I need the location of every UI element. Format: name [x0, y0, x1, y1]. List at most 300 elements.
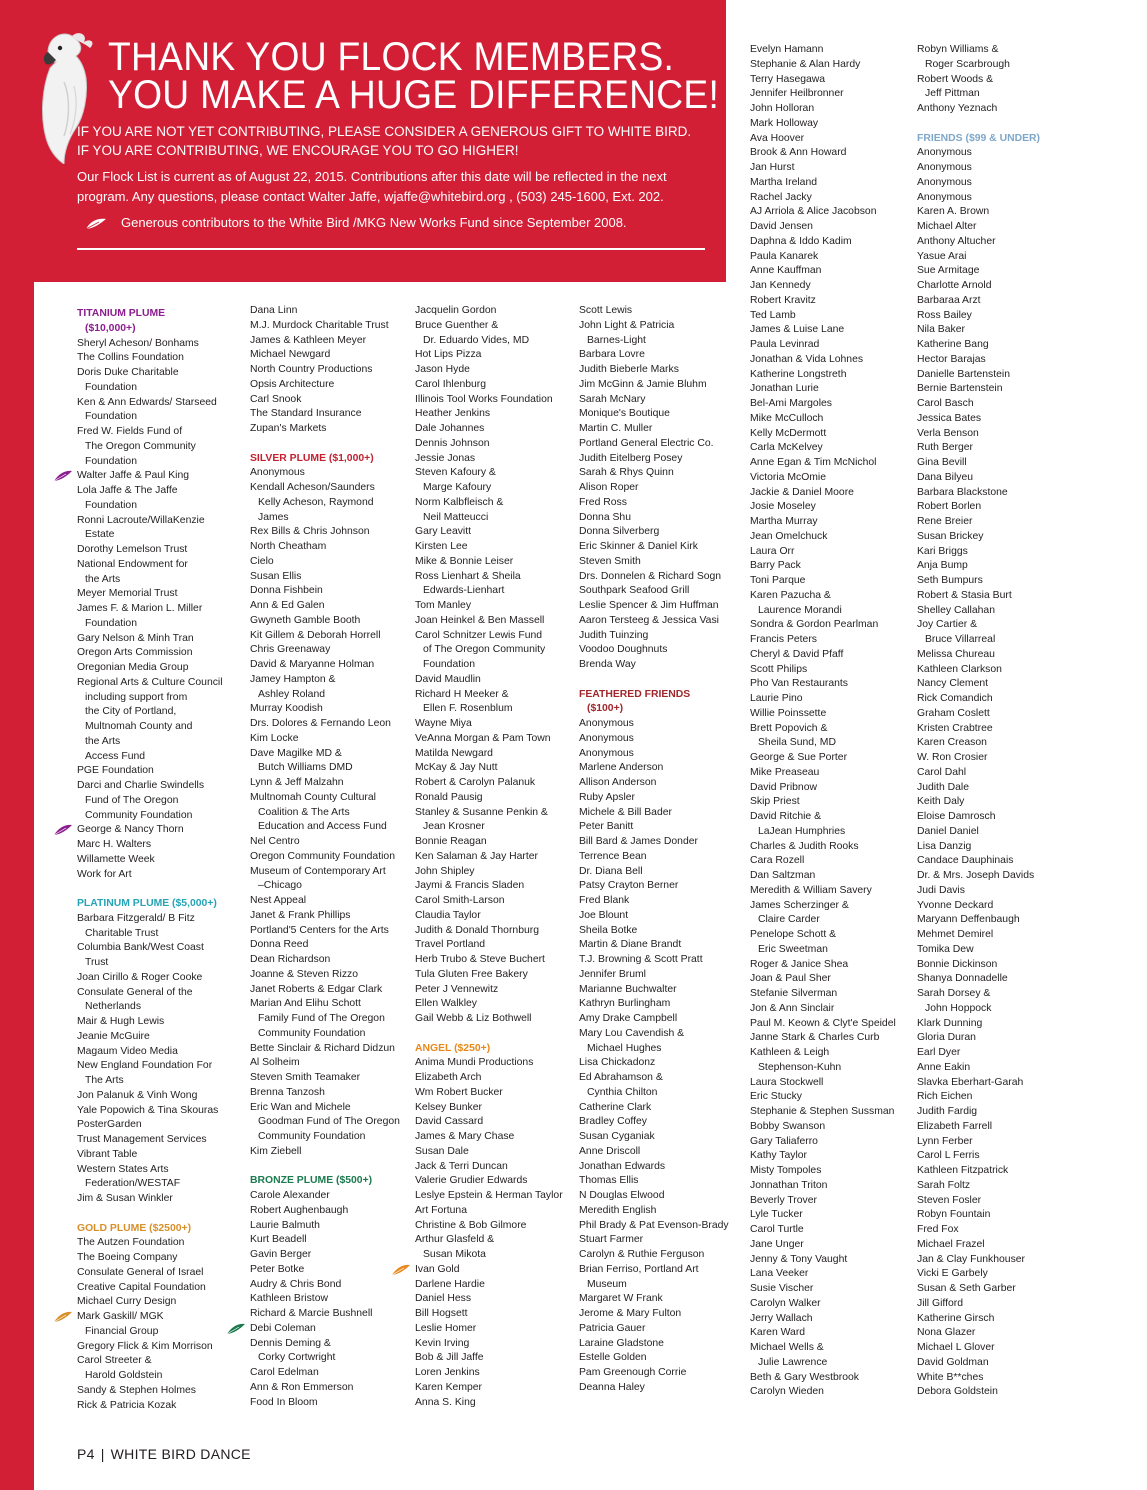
donor-name: Anne Driscoll: [579, 1145, 641, 1157]
donor-name: Shanya Donnadelle: [917, 973, 1008, 985]
donor-name: Lisa Chickadonz: [579, 1057, 656, 1069]
donor-name: Rene Breier: [917, 516, 973, 527]
donor-name: Verla Benson: [917, 427, 979, 439]
donor-name: Martin & Diane Brandt: [579, 939, 682, 951]
donor-name: Lana Veeker: [750, 1268, 809, 1280]
donor-name: Jeff Pittman: [925, 88, 980, 100]
donor-name: Sarah & Rhys Quinn: [579, 467, 674, 479]
donor-name: Judith & Donald Thornburg: [415, 924, 539, 936]
section-heading: PLATINUM PLUME ($5,000+): [77, 898, 217, 909]
donor-name: Jon Palanuk & Vinh Wong: [77, 1089, 198, 1101]
donor-name: Marge Kafoury: [423, 482, 492, 493]
donor-name: Brenda Way: [579, 659, 636, 670]
donor-name: including support from: [85, 691, 188, 703]
legend-text: Generous contributors to the White Bird /MKG New Works Fund since September 2008.: [121, 215, 627, 230]
header-rule: [77, 248, 705, 250]
donor-name: Sarah Dorsey &: [917, 988, 991, 999]
donor-name: Rex Bills & Chris Johnson: [250, 526, 370, 538]
donor-name: Wm Robert Bucker: [415, 1086, 503, 1098]
donor-name: Creative Capital Foundation: [77, 1281, 206, 1293]
donor-name: Estelle Golden: [579, 1352, 647, 1364]
donor-name: AJ Arriola & Alice Jacobson: [750, 206, 877, 218]
donor-name: Mike McCulloch: [750, 412, 824, 424]
donor-name: Keith Daly: [917, 796, 965, 808]
donor-name: Drs. Donnelen & Richard Sogn: [579, 570, 722, 582]
donor-name: White B**ches: [917, 1371, 984, 1383]
section-spacer: [250, 437, 400, 452]
donor-name: Gary Nelson & Minh Tran: [77, 632, 194, 644]
donor-name: Maryann Deffenbaugh: [917, 914, 1020, 926]
donor-name: Cielo: [250, 555, 274, 567]
donor-name: Jackie & Daniel Moore: [750, 486, 854, 498]
donor-name: Anima Mundi Productions: [415, 1057, 534, 1069]
donor-name: LaJean Humphries: [758, 825, 846, 837]
column-3: [415, 304, 563, 1410]
donor-name: Barbara Blackstone: [917, 486, 1008, 498]
donor-name: Nancy Clement: [917, 678, 989, 690]
donor-name: Toni Parque: [750, 575, 806, 586]
donor-name: Earl Dyer: [917, 1047, 961, 1058]
donor-name: Claire Carder: [758, 914, 820, 926]
donor-name: Katherine Longstreth: [750, 368, 847, 380]
donor-name: VeAnna Morgan & Pam Town: [415, 732, 551, 744]
donor-name: Thomas Ellis: [579, 1175, 639, 1187]
donor-name: Trust Management Services: [77, 1134, 207, 1145]
donor-name: Mark Gaskill/ MGK: [77, 1310, 223, 1325]
donor-name: Consulate General of the: [77, 986, 193, 998]
donor-name: Karen Pazucha &: [750, 589, 831, 601]
donor-name: Margaret W Frank: [579, 1293, 663, 1305]
page-title: [108, 35, 720, 117]
donor-name: Claudia Taylor: [415, 909, 481, 921]
donor-name: Family Fund of The Oregon: [258, 1013, 385, 1024]
donor-name: Phil Brady & Pat Evenson-Brady: [579, 1219, 729, 1231]
donor-name: Darci and Charlie Swindells: [77, 780, 205, 791]
donor-name: –Chicago: [258, 880, 302, 892]
donor-name: Illinois Tool Works Foundation: [415, 393, 553, 405]
donor-name: Arthur Glasfeld &: [415, 1234, 495, 1246]
donor-name: Misty Tompoles: [750, 1165, 822, 1176]
donor-name: Al Solheim: [250, 1057, 300, 1069]
donor-name: Judith Bieberle Marks: [579, 364, 679, 375]
donor-name: Robyn Fountain: [917, 1209, 991, 1221]
donor-name: Gail Webb & Liz Bothwell: [415, 1013, 532, 1024]
section-heading: FEATHERED FRIENDS: [579, 688, 691, 700]
donor-name: Leslye Epstein & Herman Taylor: [415, 1190, 563, 1201]
donor-name: Ruby Apsler: [579, 791, 636, 803]
donor-name: Skip Priest: [750, 796, 800, 808]
donor-name: Ed Abrahamson &: [579, 1072, 663, 1083]
donor-name: Janet & Frank Phillips: [250, 909, 351, 921]
donor-name: Barbara Lovre: [579, 349, 645, 361]
donor-name: Community Foundation: [258, 1131, 366, 1142]
donor-name: Walter Jaffe & Paul King: [77, 469, 223, 484]
donor-name: Leslie Homer: [415, 1322, 477, 1334]
donor-name: Ann & Ed Galen: [250, 600, 325, 611]
donor-name: Heather Jenkins: [415, 408, 491, 420]
donor-name: Mehmet Demirel: [917, 929, 994, 940]
donor-name: Community Foundation: [258, 1027, 366, 1039]
donor-name: David Goldman: [917, 1356, 989, 1368]
publication-name: WHITE BIRD DANCE: [110, 1446, 251, 1462]
donor-name: Anonymous: [579, 732, 634, 744]
donor-name: Zupan's Markets: [250, 423, 327, 434]
section-heading: ANGEL ($250+): [415, 1042, 491, 1054]
feather-icon: [226, 1323, 246, 1335]
donor-name: Jason Hyde: [415, 364, 470, 375]
donor-name: Gina Bevill: [917, 457, 967, 468]
donor-name: James & Mary Chase: [415, 1131, 515, 1142]
donor-name: Ken & Ann Edwards/ Starseed: [77, 396, 217, 408]
donor-name: Multnomah County Cultural: [250, 791, 376, 803]
donor-name: Jonnathan Triton: [750, 1179, 828, 1191]
donor-name: Elizabeth Arch: [415, 1072, 482, 1083]
donor-name: Carolyn Walker: [750, 1297, 821, 1309]
donor-name: The Arts: [85, 1075, 124, 1086]
donor-name: Coalition & The Arts: [258, 806, 350, 818]
donor-name: Robert Borlen: [917, 501, 982, 513]
donor-name: Gwyneth Gamble Booth: [250, 614, 361, 626]
donor-name: Tomika Dew: [917, 943, 974, 955]
donor-name: Carol Smith-Larson: [415, 895, 505, 906]
footer-separator: |: [100, 1446, 105, 1462]
donor-name: Dr. Eduardo Vides, MD: [423, 334, 530, 346]
donor-name: Vibrant Table: [77, 1148, 138, 1160]
donor-name: Foundation: [85, 411, 137, 423]
donor-name: Carl Snook: [250, 393, 302, 405]
donor-name: Dave Magilke MD &: [250, 747, 342, 759]
donor-name: Chris Greenaway: [250, 644, 331, 656]
donor-name: Amy Drake Campbell: [579, 1013, 678, 1024]
donor-name: Lyle Tucker: [750, 1209, 803, 1221]
donor-name: Martin C. Muller: [579, 423, 653, 434]
donor-name: Nila Baker: [917, 324, 965, 336]
donor-name: The Standard Insurance: [250, 408, 362, 420]
feather-icon: [53, 470, 73, 482]
donor-name: Sarah Foltz: [917, 1179, 971, 1191]
donor-name: Portland General Electric Co.: [579, 437, 714, 449]
donor-name: Anonymous: [917, 147, 972, 159]
column-5: [750, 43, 896, 1400]
donor-name: Gary Leavitt: [415, 526, 472, 538]
donor-name: Jill Gifford: [917, 1297, 964, 1309]
donor-name: Stuart Farmer: [579, 1234, 644, 1246]
donor-name: Judith Tuinzing: [579, 629, 649, 641]
donor-name: Fred Fox: [917, 1224, 959, 1235]
column-2: [250, 304, 400, 1410]
donor-name: Drs. Dolores & Fernando Leon: [250, 718, 391, 729]
donor-name: Anthony Yeznach: [917, 103, 998, 114]
donor-name: Jessie Jonas: [415, 452, 476, 464]
donor-name: Sheila Botke: [579, 924, 638, 936]
donor-name: Lola Jaffe & The Jaffe: [77, 485, 178, 496]
donor-name: Brook & Ann Howard: [750, 147, 847, 159]
donor-name: Herb Trubo & Steve Buchert: [415, 954, 545, 965]
donor-name: Steven Smith: [579, 555, 641, 567]
donor-name: Bobby Swanson: [750, 1120, 826, 1132]
donor-name: Roger & Janice Shea: [750, 958, 849, 970]
donor-name: North Cheatham: [250, 541, 327, 552]
donor-name: Melissa Chureau: [917, 648, 995, 660]
donor-name: Joan Cirillo & Roger Cooke: [77, 971, 203, 983]
donor-name: Foundation: [85, 455, 137, 467]
donor-name: Mair & Hugh Lewis: [77, 1016, 165, 1027]
donor-name: Kit Gillem & Deborah Horrell: [250, 629, 381, 641]
section-heading: BRONZE PLUME ($500+): [250, 1175, 373, 1187]
donor-name: the City of Portland,: [85, 706, 177, 718]
donor-name: Karen Kemper: [415, 1381, 482, 1393]
donor-name: Foundation: [85, 381, 137, 393]
donor-name: Paula Kanarek: [750, 250, 819, 262]
donor-name: Anna S. King: [415, 1396, 476, 1408]
donor-name: Jaymi & Francis Sladen: [415, 880, 525, 892]
donor-name: Fred W. Fields Fund of: [77, 426, 183, 437]
donor-name: Peter Banitt: [579, 821, 634, 833]
donor-name: Donna Shu: [579, 511, 631, 523]
donor-name: Foundation: [85, 617, 137, 629]
donor-name: Bill Bard & James Donder: [579, 836, 698, 847]
section-spacer: [77, 882, 223, 897]
donor-name: Rachel Jacky: [750, 191, 812, 203]
donor-name: The Collins Foundation: [77, 352, 184, 364]
donor-name: Janet Roberts & Edgar Clark: [250, 983, 383, 995]
donor-name: Aaron Tersteeg & Jessica Vasi: [579, 614, 719, 626]
donor-name: Christine & Bob Gilmore: [415, 1219, 527, 1231]
donor-name: Michael Hughes: [587, 1042, 662, 1054]
donor-name: Laura Orr: [750, 545, 795, 557]
donor-name: Education and Access Fund: [258, 821, 387, 833]
donor-name: Cheryl & David Pfaff: [750, 648, 844, 660]
donor-name: Meredith English: [579, 1204, 657, 1216]
donor-name: Stefanie Silverman: [750, 988, 838, 999]
donor-name: Robert & Stasia Burt: [917, 589, 1012, 601]
section-spacer: [579, 673, 729, 688]
donor-name: Kim Locke: [250, 732, 299, 744]
feather-icon: [85, 218, 107, 230]
donor-name: Fund of The Oregon: [85, 794, 179, 806]
donor-name: Mike & Bonnie Leiser: [415, 555, 514, 567]
donor-name: Portland'5 Centers for the Arts: [250, 924, 389, 936]
donor-name: Loren Jenkins: [415, 1367, 480, 1378]
donor-name: Jim & Susan Winkler: [77, 1193, 173, 1204]
donor-name: Gloria Duran: [917, 1032, 976, 1044]
donor-name: Marian And Elihu Schott: [250, 998, 361, 1010]
donor-name: Jacquelin Gordon: [415, 305, 497, 316]
donor-name: Dennis Deming &: [250, 1337, 331, 1349]
donor-name: Jeanie McGuire: [77, 1030, 150, 1042]
donor-name: Jonathan Lurie: [750, 383, 819, 395]
donor-name: Sheila Sund, MD: [758, 737, 836, 749]
donor-name: M.J. Murdock Charitable Trust: [250, 319, 389, 331]
donor-name: PosterGarden: [77, 1119, 142, 1131]
donor-name: Jim McGinn & Jamie Bluhm: [579, 378, 707, 390]
donor-name: of The Oregon Community: [423, 644, 546, 656]
donor-name: Joan & Paul Sher: [750, 973, 831, 985]
donor-name: Karen Ward: [750, 1327, 806, 1339]
donor-name: Willamette Week: [77, 853, 155, 865]
donor-name: Anonymous: [917, 176, 972, 188]
donor-name: Kristen Crabtree: [917, 722, 993, 734]
section-spacer: [77, 1207, 223, 1222]
donor-name: Hector Barajas: [917, 353, 986, 365]
donor-name: Daniel Daniel: [917, 825, 979, 837]
donor-name: the Arts: [85, 573, 121, 585]
donor-name: Richard & Marcie Bushnell: [250, 1308, 373, 1319]
donor-name: Kathryn Burlingham: [579, 998, 671, 1010]
donor-name: Valerie Grudier Edwards: [415, 1175, 528, 1187]
section-heading: SILVER PLUME ($1,000+): [250, 452, 374, 464]
donor-name: Carolyn Wieden: [750, 1386, 824, 1398]
donor-name: Dr. Diana Bell: [579, 865, 643, 877]
donor-name: Sandy & Stephen Holmes: [77, 1384, 196, 1396]
donor-name: Norm Kalbfleisch &: [415, 496, 504, 508]
donor-name: Sheryl Acheson/ Bonhams: [77, 337, 199, 349]
donor-name: Trust: [85, 957, 109, 968]
donor-name: Goodman Fund of The Oregon: [258, 1116, 400, 1128]
donor-name: Anja Bump: [917, 560, 968, 572]
donor-name: Ronni Lacroute/WillaKenzie: [77, 514, 205, 526]
donor-name: Eric Wan and Michele: [250, 1101, 351, 1113]
donor-name: Katherine Bang: [917, 339, 989, 350]
donor-name: Hot Lips Pizza: [415, 349, 482, 361]
donor-name: Laurie Balmuth: [250, 1219, 320, 1231]
donor-name: Rick Comandich: [917, 693, 993, 704]
donor-name: Estate: [85, 529, 115, 541]
donor-name: Eric Skinner & Daniel Kirk: [579, 541, 698, 552]
donor-name: Foundation: [423, 659, 475, 670]
title-line-1: THANK YOU FLOCK MEMBERS.: [108, 35, 675, 79]
donor-name: Slavka Eberhart-Garah: [917, 1076, 1024, 1088]
donor-name: North Country Productions: [250, 364, 373, 375]
donor-name: Kelly McDermott: [750, 427, 827, 439]
donor-name: Steven Fosler: [917, 1194, 982, 1206]
donor-name: Western States Arts: [77, 1163, 169, 1175]
section-spacer: [415, 1027, 563, 1042]
page-footer: [77, 1446, 251, 1462]
donor-name: Carol Edelman: [250, 1367, 319, 1378]
donor-name: Pho Van Restaurants: [750, 678, 849, 690]
donor-name: Patricia Gauer: [579, 1322, 646, 1334]
title-line-2: YOU MAKE A HUGE DIFFERENCE!: [108, 73, 720, 117]
donor-name: Nona Glazer: [917, 1327, 976, 1339]
donor-name: Carol Turtle: [750, 1224, 804, 1235]
donor-name: Michael Alter: [917, 221, 977, 232]
donor-name: Penelope Schott &: [750, 929, 837, 940]
donor-name: Kelsey Bunker: [415, 1101, 482, 1113]
donor-name: Bel-Ami Margoles: [750, 398, 832, 409]
donor-name: Edwards-Lienhart: [423, 585, 505, 597]
donor-name: Beth & Gary Westbrook: [750, 1371, 859, 1383]
donor-name: Judith Eitelberg Posey: [579, 452, 683, 464]
donor-name: Gregory Flick & Kim Morrison: [77, 1340, 213, 1352]
donor-name: John Light & Patricia: [579, 319, 675, 331]
donor-name: Michael Newgard: [250, 349, 331, 361]
donor-name: Michael L Glover: [917, 1342, 995, 1353]
donor-name: Seth Bumpurs: [917, 575, 983, 586]
donor-name: Cara Rozell: [750, 855, 805, 867]
donor-name: Ava Hoover: [750, 132, 805, 144]
donor-name: Richard H Meeker &: [415, 688, 509, 700]
donor-name: Doris Duke Charitable: [77, 367, 179, 378]
donor-name: Rich Eichen: [917, 1091, 973, 1103]
donor-name: Judi Davis: [917, 884, 965, 896]
donor-name: Debora Goldstein: [917, 1386, 998, 1398]
donor-name: David Pribnow: [750, 781, 817, 793]
donor-name: Jan & Clay Funkhouser: [917, 1253, 1026, 1265]
donor-name: Anne Egan & Tim McNichol: [750, 457, 877, 468]
donor-name: James & Kathleen Meyer: [250, 334, 367, 346]
donor-name: Museum of Contemporary Art: [250, 865, 386, 877]
donor-name: Nel Centro: [250, 836, 300, 847]
donor-name: Ken Salaman & Jay Harter: [415, 850, 539, 862]
donor-name: Marlene Anderson: [579, 762, 664, 774]
donor-name: Kathleen Fitzpatrick: [917, 1165, 1009, 1176]
donor-name: Carol Schnitzer Lewis Fund: [415, 629, 543, 641]
donor-name: Art Fortuna: [415, 1204, 467, 1216]
donor-name: Evelyn Hamann: [750, 44, 824, 55]
donor-name: James F. & Marion L. Miller: [77, 603, 203, 614]
donor-name: Matilda Newgard: [415, 747, 493, 759]
donor-name: Susan Cyganiak: [579, 1131, 655, 1142]
donor-name: Netherlands: [85, 1001, 142, 1013]
donor-name: Deanna Haley: [579, 1381, 645, 1393]
donor-name: New England Foundation For: [77, 1060, 213, 1072]
donor-name: Ellen F. Rosenblum: [423, 703, 513, 715]
donor-name: Peter J Vennewitz: [415, 983, 499, 995]
section-spacer: [917, 117, 1040, 132]
donor-name: Martha Murray: [750, 516, 818, 527]
donor-name: Federation/WESTAF: [85, 1178, 181, 1190]
donor-name: Robert & Carolyn Palanuk: [415, 777, 536, 788]
section-heading: ($100+): [587, 703, 624, 715]
donor-name: Jessica Bates: [917, 412, 982, 424]
donor-name: Jean Omelchuck: [750, 530, 828, 542]
donor-name: Janne Stark & Charles Curb: [750, 1032, 880, 1044]
donor-name: Voodoo Doughnuts: [579, 644, 668, 656]
donor-name: Meyer Memorial Trust: [77, 588, 178, 600]
donor-name: Anonymous: [917, 162, 972, 173]
donor-name: Wayne Miya: [415, 718, 472, 729]
donor-name: Access Fund: [85, 750, 146, 762]
donor-name: Robert Aughenbaugh: [250, 1204, 349, 1216]
donor-name: Sondra & Gordon Pearlman: [750, 619, 879, 631]
donor-name: Lynn Ferber: [917, 1135, 973, 1147]
donor-name: Jamey Hampton &: [250, 673, 336, 685]
donor-name: Francis Peters: [750, 634, 817, 645]
donor-name: Paul M. Keown & Clyt'e Speidel: [750, 1017, 896, 1029]
donor-name: Daniel Hess: [415, 1293, 472, 1305]
donor-name: David Maudlin: [415, 673, 481, 685]
donor-name: Daphna & Iddo Kadim: [750, 235, 852, 247]
donor-name: Martha Ireland: [750, 176, 817, 188]
donor-name: Barbaraa Arzt: [917, 294, 981, 306]
appeal-text: [77, 122, 691, 160]
donor-name: Bonnie Dickinson: [917, 958, 998, 970]
donor-name: Barry Pack: [750, 560, 801, 572]
donor-name: David Jensen: [750, 221, 813, 232]
donor-name: Jennifer Heilbronner: [750, 88, 844, 100]
donor-name: Joan Heinkel & Ben Massell: [415, 614, 545, 626]
donor-name: Dennis Johnson: [415, 437, 490, 449]
appeal-line-1: IF YOU ARE NOT YET CONTRIBUTING, PLEASE CONSIDER A GENEROUS GIFT TO WHITE BIRD.: [77, 124, 692, 139]
donor-name: Brian Ferriso, Portland Art: [579, 1263, 699, 1275]
donor-name: Carol Dahl: [917, 766, 967, 778]
donor-name: Karen Creason: [917, 737, 987, 749]
donor-name: Fred Blank: [579, 895, 630, 906]
donor-name: Sarah McNary: [579, 393, 646, 405]
section-heading: GOLD PLUME ($2500+): [77, 1222, 192, 1234]
donor-name: The Boeing Company: [77, 1252, 178, 1263]
